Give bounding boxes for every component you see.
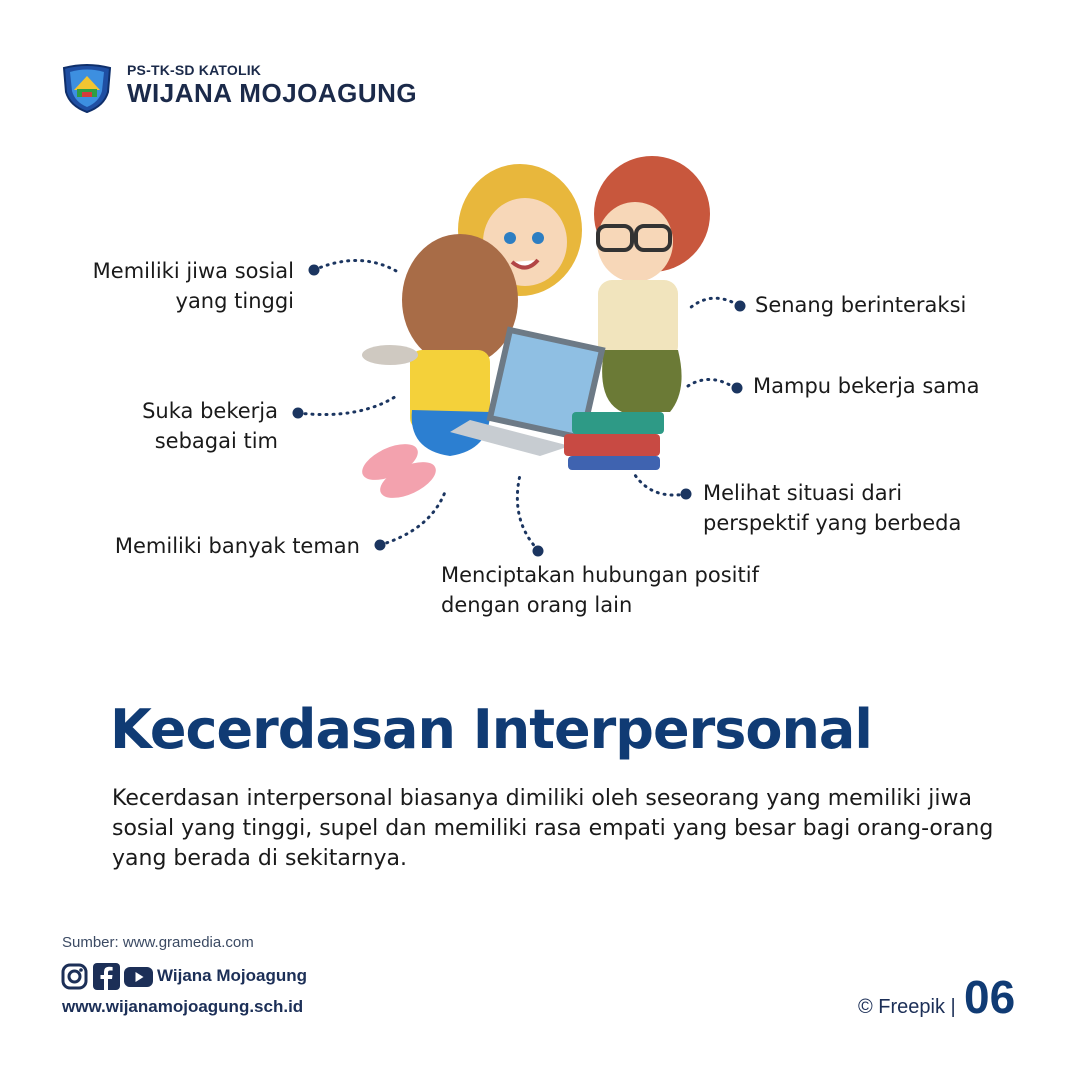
- trait-line: Senang berinteraksi: [755, 293, 967, 317]
- description-text: Kecerdasan interpersonal biasanya dimiliki oleh seseorang yang memiliki jiwa sosial yang tinggi, supel dan memiliki rasa empati yang besar bagi orang-orang yang berada di sekitarnya.: [112, 786, 994, 871]
- page-title: Kecerdasan Interpersonal: [110, 698, 872, 761]
- trait-perspective: [703, 478, 961, 538]
- trait-line: sebagai tim: [154, 429, 278, 453]
- trait-cooperation: [753, 371, 980, 401]
- trait-likes-interaction: [755, 290, 966, 320]
- image-credit: © Freepik |: [858, 996, 956, 1018]
- trait-line: yang tinggi: [175, 289, 294, 313]
- trait-line: dengan orang lain: [441, 593, 633, 617]
- social-account-name: Wijana Mojoagung: [157, 966, 308, 985]
- trait-line: Mampu bekerja sama: [753, 374, 980, 398]
- page-number: 06: [964, 971, 1016, 1023]
- trait-line: Menciptakan hubungan positif: [441, 563, 759, 587]
- trait-line: Suka bekerja: [142, 399, 278, 423]
- trait-teamwork: [142, 396, 278, 456]
- trait-line: perspektif yang berbeda: [703, 511, 962, 535]
- trait-positive-relations: [441, 560, 759, 620]
- youtube-icon[interactable]: [124, 963, 153, 990]
- trait-line: Melihat situasi dari: [703, 481, 903, 505]
- school-subtitle: PS-TK-SD KATOLIK: [127, 62, 262, 78]
- instagram-icon[interactable]: [61, 963, 88, 990]
- trait-social-spirit: [93, 256, 294, 316]
- trait-line: Memiliki banyak teman: [114, 534, 360, 558]
- school-name: WIJANA MOJOAGUNG: [127, 78, 418, 108]
- website-link[interactable]: www.wijanamojoagung.sch.id: [62, 997, 304, 1016]
- trait-many-friends: [115, 531, 360, 561]
- facebook-icon[interactable]: [93, 963, 120, 990]
- source-text: Sumber: www.gramedia.com: [62, 934, 254, 951]
- trait-line: Memiliki jiwa sosial: [92, 259, 294, 283]
